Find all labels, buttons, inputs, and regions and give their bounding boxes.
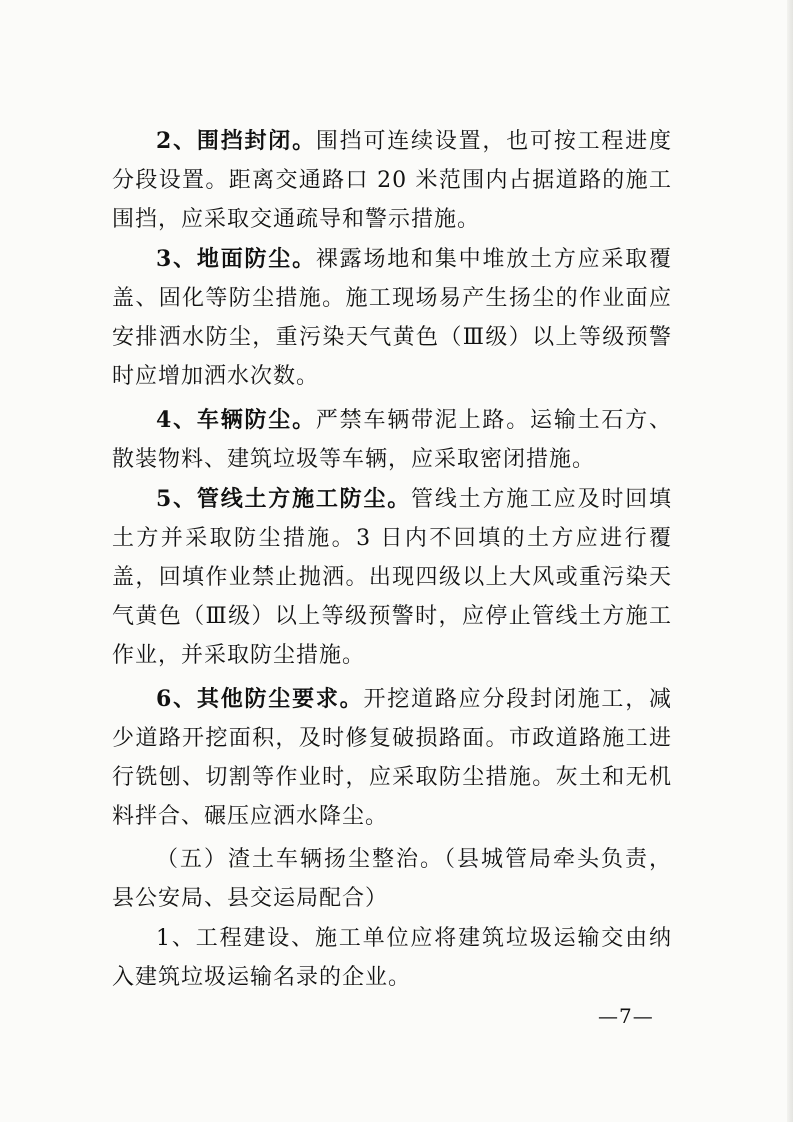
paragraph-pipeline-dust [112,480,672,675]
paragraph-body: 围挡可连续设置，也可按工程进度分段设置。距离交通路口 20 米范围内占据道路的施工围挡，应采取交通疏导和警示措施。 [112,129,672,232]
paragraph-enclosure [112,122,672,239]
paragraph-body: 1、工程建设、施工单位应将建筑垃圾运输交由纳入建筑垃圾运输名录的企业。 [112,926,672,990]
paragraph-body: 开挖道路应分段封闭施工，减少道路开挖面积，及时修复破损路面。市政道路施工进行铣刨、切割等作业时，应采取防尘措施。灰土和无机料拌合、碾压应洒水降尘。 [112,687,672,829]
paragraph-other-dust [112,680,672,836]
paragraph-body: 管线土方施工应及时回填土方并采取防尘措施。3 日内不回填的土方应进行覆盖，回填作业禁止抛洒。出现四级以上大风或重污染天气黄色（Ⅲ级）以上等级预警时，应停止管线土方施工作业，并采取防尘措施。 [112,487,672,668]
paragraph-heading: 2、围挡封闭。 [156,128,316,154]
paragraph-item-one [112,919,672,997]
paragraph-heading: 6、其他防尘要求。 [156,686,364,712]
paragraph-heading: 4、车辆防尘。 [156,407,316,433]
paragraph-body: （五）渣土车辆扬尘整治。（县城管局牵头负责，县公安局、县交运局配合） [112,847,672,911]
paragraph-ground-dust [112,240,672,396]
paragraph-body: 裸露场地和集中堆放土方应采取覆盖、固化等防尘措施。施工现场易产生扬尘的作业面应安排洒水防尘，重污染天气黄色（Ⅲ级）以上等级预警时应增加洒水次数。 [112,247,672,389]
paragraph-heading: 3、地面防尘。 [156,246,316,272]
paragraph-heading: 5、管线土方施工防尘。 [156,486,412,512]
paragraph-vehicle-dust [112,401,672,479]
scan-edge-shadow [787,0,793,1122]
paragraph-section-five [112,840,672,918]
paragraph-body: 严禁车辆带泥上路。运输土石方、散装物料、建筑垃圾等车辆，应采取密闭措施。 [112,408,672,472]
page-number: —7— [598,1004,654,1028]
